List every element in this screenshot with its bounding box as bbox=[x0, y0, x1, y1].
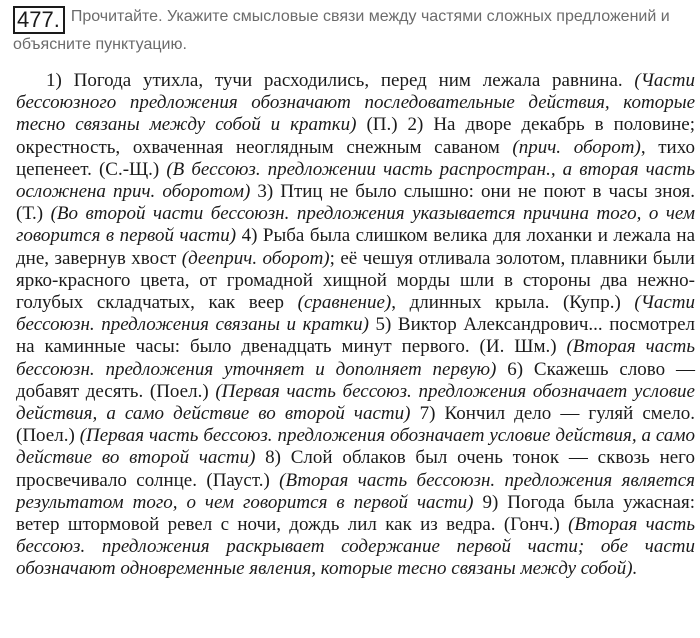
commentary-segment: (дееприч. оборот) bbox=[181, 247, 330, 269]
exercise-number: 477. bbox=[13, 6, 65, 34]
exercise-header bbox=[13, 6, 693, 56]
commentary-segment: (Вторая часть бессоюзн. предложения является результатом того, о чем говорится в первой части) bbox=[16, 469, 695, 513]
text-segment: 5) Виктор Александрович... посмотрел на каминные часы: было двенадцать минут первого. (И. Шм.) bbox=[16, 314, 695, 358]
text-segment: , тихо цепенеет. (С.-Щ.) bbox=[16, 136, 695, 180]
text-segment: 7) Кончил дело — гуляй смело. (Поел.) bbox=[16, 403, 695, 447]
commentary-segment: (Части бессоюзного предложения обозначают последовательные действия, которые тесно связаны между собой и кратки) bbox=[16, 70, 695, 136]
commentary-segment: (Первая часть бессоюз. предложения обозначает условие действия, а само действие во второй части) bbox=[16, 425, 696, 469]
text-segment: (П.) 2) На дворе декабрь в половине; окрестность, охваченная неоглядным снежным саваном bbox=[16, 114, 695, 158]
text-segment: 6) Скажешь слово — добавят десять. (Поел.) bbox=[16, 358, 695, 402]
commentary-segment: (Части бессоюзн. предложения связаны и кратки) bbox=[16, 292, 695, 336]
task-line-2: объясните пунктуацию. bbox=[13, 36, 187, 53]
text-segment: 3) Птиц не было слышно: они не поют в часы зноя. (Т.) bbox=[16, 181, 695, 225]
commentary-segment: (сравнение) bbox=[297, 292, 392, 314]
exercise-text bbox=[16, 70, 695, 581]
text-segment: 4) Рыба была слишком велика для лоханки и лежала на дне, завернув хвост bbox=[16, 225, 695, 269]
commentary-segment: (Вторая часть бессоюз. предложения раскрывает содержание первой части; обе части обозначают одновременные явления, которые тесно связаны между собой). bbox=[16, 514, 695, 580]
commentary-segment: (Первая часть бессоюз. предложения обозначает условие действия, а само действие во второй части) bbox=[16, 380, 695, 425]
text-segment: 8) Слой облаков был очень тонок — сквозь него просвечивало солнце. (Пауст.) bbox=[16, 447, 696, 491]
task-line-1: Прочитайте. Укажите смысловые связи между частями сложных предложений и bbox=[70, 8, 670, 25]
task-instruction bbox=[13, 8, 670, 53]
commentary-segment: (Во второй части бессоюзн. предложения указывается причина того, о чем говорится в первой части) bbox=[16, 203, 695, 247]
commentary-segment: (Вторая часть бессоюзн. предложения уточняет и дополняет первую) bbox=[16, 336, 695, 380]
commentary-segment: (прич. оборот) bbox=[512, 136, 641, 158]
commentary-segment: (В бессоюз. предложении часть распростран., а вторая часть осложнена прич. оборотом) bbox=[16, 158, 695, 203]
text-segment: ; её чешуя отливала золотом, плавники были ярко-красного цвета, от громадной хищной морды шли в стороны два нежно-голубых складчатых, как веер bbox=[16, 247, 695, 314]
text-segment: 1) Погода утихла, тучи расходились, перед ним лежала равнина. bbox=[46, 70, 635, 91]
text-segment: 9) Погода была ужасная: ветер штормовой ревел с ночи, дождь лил как из ведра. (Гонч.) bbox=[16, 491, 695, 536]
text-segment: , длинных крыла. (Купр.) bbox=[391, 292, 635, 314]
